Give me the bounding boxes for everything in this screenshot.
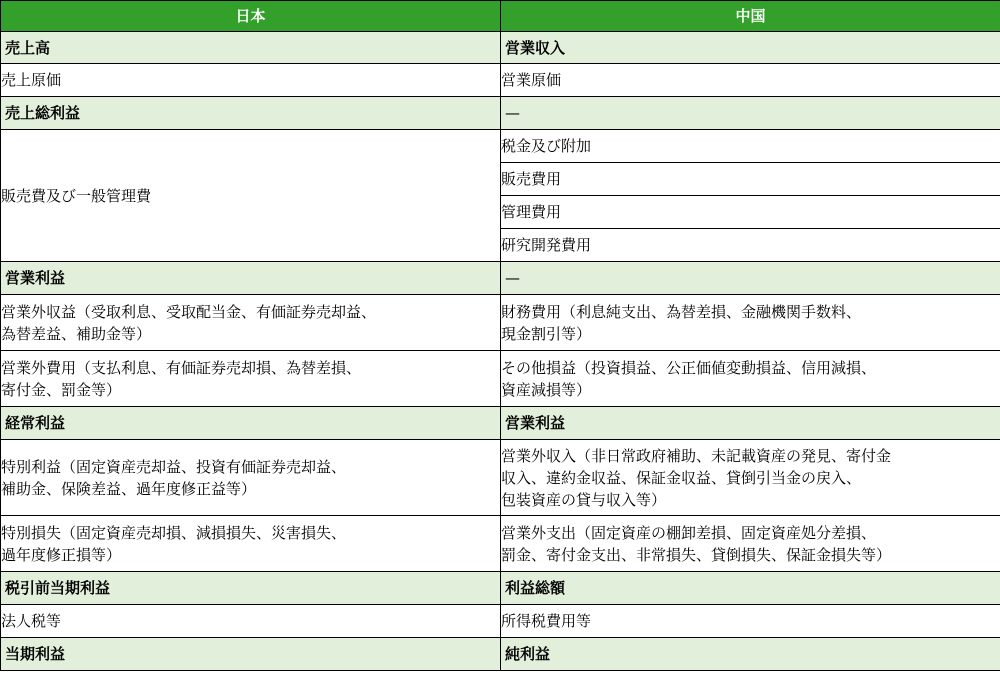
cn-cell-gross-profit: — — [501, 97, 1000, 130]
cn-cell-rd-expense: 研究開発費用 — [501, 229, 1000, 262]
jp-cell-operating-profit: 営業利益 — [1, 262, 501, 295]
jp-cell-non-operating-income: 営業外収益（受取利息、受取配当金、有価証券売却益、 為替差益、補助金等） — [1, 295, 501, 351]
cn-cell-operating-profit: — — [501, 262, 1000, 295]
jp-cell-sga: 販売費及び一般管理費 — [1, 130, 501, 262]
header-china: 中国 — [501, 1, 1000, 32]
jp-cell-corporate-tax: 法人税等 — [1, 605, 501, 638]
cn-cell-admin-expense: 管理費用 — [501, 196, 1000, 229]
jp-cell-extraordinary-losses: 特別損失（固定資産売却損、減損損失、災害損失、 過年度修正損等） — [1, 516, 501, 572]
cn-cell-finance-expense: 財務費用（利息純支出、為替差損、金融機関手数料、 現金割引等） — [501, 295, 1000, 351]
jp-cell-non-operating-expense: 営業外費用（支払利息、有価証券売却損、為替差損、 寄付金、罰金等） — [1, 351, 501, 407]
jp-cell-net-income: 当期利益 — [1, 638, 501, 671]
header-japan: 日本 — [1, 1, 501, 32]
cn-cell-income-tax: 所得税費用等 — [501, 605, 1000, 638]
cn-cell-total-profit: 利益総額 — [501, 572, 1000, 605]
jp-cell-revenue: 売上高 — [1, 32, 501, 64]
jp-cell-ordinary-profit: 経常利益 — [1, 407, 501, 440]
cn-cell-net-profit: 純利益 — [501, 638, 1000, 671]
cn-cell-revenue: 営業収入 — [501, 32, 1000, 64]
jp-cell-pretax-profit: 税引前当期利益 — [1, 572, 501, 605]
cn-cell-non-operating-expense: 営業外支出（固定資産の棚卸差損、固定資産処分差損、 罰金、寄付金支出、非常損失、貸倒損失、保証金損失等） — [501, 516, 1000, 572]
cn-cell-non-operating-income: 営業外収入（非日常政府補助、未記載資産の発見、寄付金 収入、違約金収益、保証金収益、貸倒引当金の戻入、 包装資産の貸与収入等） — [501, 440, 1000, 516]
cn-cell-operating-profit-2: 営業利益 — [501, 407, 1000, 440]
cn-cell-selling-expense: 販売費用 — [501, 163, 1000, 196]
cn-cell-cost-of-sales: 営業原価 — [501, 64, 1000, 97]
cn-cell-other-gains-losses: その他損益（投資損益、公正価値変動損益、信用減損、 資産減損等） — [501, 351, 1000, 407]
jp-cell-cost-of-sales: 売上原価 — [1, 64, 501, 97]
jp-cell-gross-profit: 売上総利益 — [1, 97, 501, 130]
jp-cell-extraordinary-gains: 特別利益（固定資産売却益、投資有価証券売却益、 補助金、保険差益、過年度修正益等） — [1, 440, 501, 516]
cn-cell-tax-surcharge: 税金及び附加 — [501, 130, 1000, 163]
